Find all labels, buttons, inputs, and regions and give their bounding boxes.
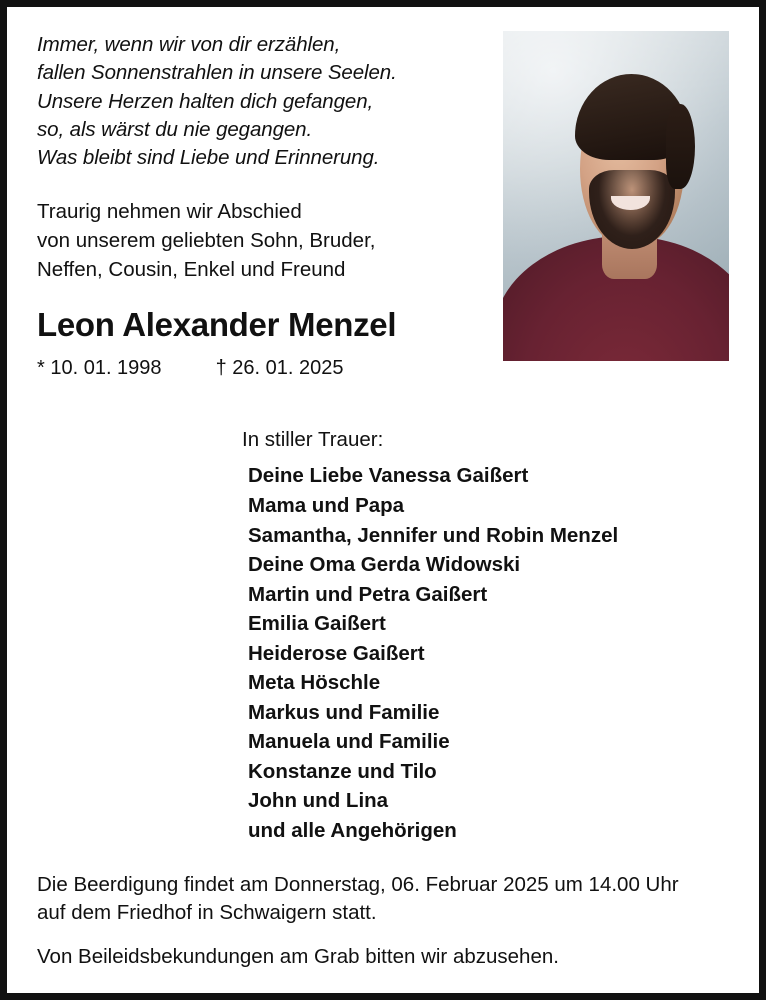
list-item: Martin und Petra Gaißert [248, 582, 488, 606]
birth-date: * 10. 01. 1998 [37, 357, 162, 380]
poem-line: fallen Sonnenstrahlen in unsere Seelen. [37, 61, 397, 85]
footer-block [37, 871, 729, 969]
poem-line: Immer, wenn wir von dir erzählen, [37, 33, 341, 56]
funeral-details [37, 871, 729, 927]
death-date: † 26. 01. 2025 [215, 357, 344, 380]
mourners-heading: In stiller Trauer: [242, 428, 384, 452]
photo-hair-side [666, 104, 695, 190]
list-item: Manuela und Familie [248, 730, 450, 754]
funeral-line: auf dem Friedhof in Schwaigern statt. [37, 901, 377, 925]
list-item: John und Lina [248, 789, 389, 813]
poem-line: Was bleibt sind Liebe und Erinnerung. [37, 146, 380, 170]
intro-line: von unserem geliebten Sohn, Bruder, [37, 229, 376, 253]
funeral-line: Die Beerdigung findet am Donnerstag, 06. Februar 2025 um 14.00 Uhr [37, 873, 679, 897]
intro-line: Traurig nehmen wir Abschied [37, 200, 302, 224]
list-item: und alle Angehörigen [248, 818, 457, 842]
list-item: Heiderose Gaißert [248, 641, 425, 665]
list-item: Konstanze und Tilo [248, 759, 437, 783]
list-item: Mama und Papa [248, 493, 405, 517]
intro-line: Neffen, Cousin, Enkel und Freund [37, 257, 346, 281]
mourners-list [248, 461, 729, 845]
portrait-photo [503, 31, 729, 361]
intro-block [37, 198, 497, 284]
poem-line: so, als wärst du nie gegangen. [37, 117, 313, 141]
poem-line: Unsere Herzen halten dich gefangen, [37, 89, 374, 113]
list-item: Deine Liebe Vanessa Gaißert [248, 464, 529, 488]
deceased-name: Leon Alexander Menzel [37, 306, 397, 344]
list-item: Emilia Gaißert [248, 612, 386, 636]
list-item: Deine Oma Gerda Widowski [248, 553, 521, 577]
condolence-note: Von Beileidsbekundungen am Grab bitten wir abzusehen. [37, 945, 559, 968]
poem-block [37, 31, 497, 172]
mourners-block [242, 428, 729, 845]
list-item: Meta Höschle [248, 671, 381, 695]
list-item: Markus und Familie [248, 700, 440, 724]
list-item: Samantha, Jennifer und Robin Menzel [248, 523, 619, 547]
